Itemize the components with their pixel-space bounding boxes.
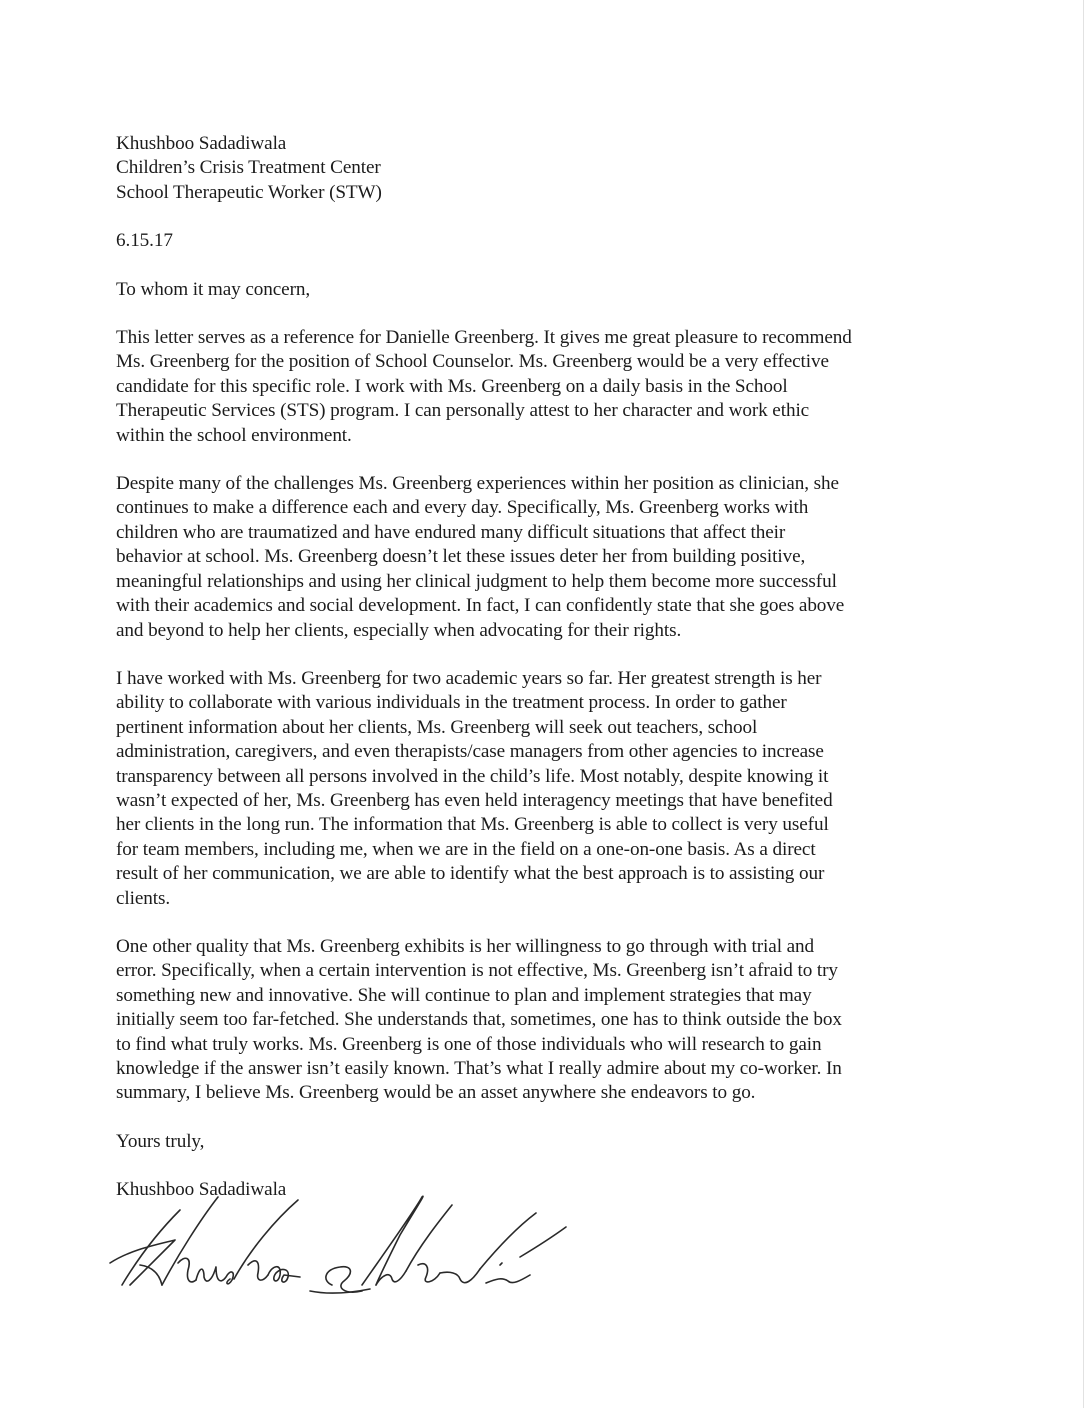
text-line: initially seem too far-fetched. She understands that, sometimes, one has to think outside the box bbox=[116, 1009, 842, 1031]
sender-title: School Therapeutic Worker (STW) bbox=[116, 181, 382, 203]
text-line: behavior at school. Ms. Greenberg doesn’t let these issues deter her from building positive, bbox=[116, 546, 806, 568]
sender-name: Khushboo Sadadiwala bbox=[116, 133, 287, 154]
text-line: her clients in the long run. The information that Ms. Greenberg is able to collect is very useful bbox=[116, 814, 829, 836]
text-line: within the school environment. bbox=[116, 424, 352, 446]
text-line: error. Specifically, when a certain intervention is not effective, Ms. Greenberg isn’t afraid to try bbox=[116, 960, 838, 982]
salutation: To whom it may concern, bbox=[116, 278, 311, 300]
closing: Yours truly, bbox=[116, 1130, 205, 1152]
text-line: candidate for this specific role. I work with Ms. Greenberg on a daily basis in the School bbox=[116, 375, 788, 397]
sender-organization: Children’s Crisis Treatment Center bbox=[116, 157, 381, 179]
text-line: ability to collaborate with various individuals in the treatment process. In order to gather bbox=[116, 692, 787, 714]
text-line: with their academics and social development. In fact, I can confidently state that she goes above bbox=[116, 595, 845, 617]
text-line: Therapeutic Services (STS) program. I can personally attest to her character and work ethic bbox=[116, 400, 810, 422]
text-line: wasn’t expected of her, Ms. Greenberg has even held interagency meetings that have benefited bbox=[116, 789, 833, 811]
text-line: This letter serves as a reference for Danielle Greenberg. It gives me great pleasure to recommend bbox=[116, 327, 852, 349]
text-line: children who are traumatized and have endured many difficult situations that affect their bbox=[116, 521, 786, 543]
handwritten-signature-icon bbox=[100, 1185, 580, 1315]
letter-date: 6.15.17 bbox=[116, 230, 173, 252]
text-line: meaningful relationships and using her clinical judgment to help them become more successful bbox=[116, 570, 837, 592]
text-line: something new and innovative. She will continue to plan and implement strategies that may bbox=[116, 984, 812, 1006]
text-line: knowledge if the answer isn’t easily known. That’s what I really admire about my co-worker. In bbox=[116, 1058, 842, 1079]
scan-edge-line bbox=[1083, 0, 1084, 1408]
text-line: for team members, including me, when we are in the field on a one-on-one basis. As a direct bbox=[116, 838, 816, 860]
text-line: I have worked with Ms. Greenberg for two academic years so far. Her greatest strength is her bbox=[116, 667, 822, 689]
text-line: and beyond to help her clients, especially when advocating for their rights. bbox=[116, 619, 682, 641]
paragraph-4 bbox=[116, 935, 956, 1106]
signer-name: Khushboo Sadadiwala bbox=[116, 1179, 287, 1201]
text-line: to find what truly works. Ms. Greenberg is one of those individuals who will research to gain bbox=[116, 1033, 822, 1055]
text-line: clients. bbox=[116, 887, 171, 909]
paragraph-3 bbox=[116, 667, 956, 911]
sender-block bbox=[116, 132, 956, 205]
paragraph-2 bbox=[116, 472, 956, 643]
text-line: summary, I believe Ms. Greenberg would be an asset anywhere she endeavors to go. bbox=[116, 1082, 756, 1104]
reference-letter bbox=[116, 132, 956, 1203]
text-line: administration, caregivers, and even therapists/case managers from other agencies to increase bbox=[116, 741, 824, 763]
text-line: continues to make a difference each and every day. Specifically, Ms. Greenberg works with bbox=[116, 497, 809, 519]
text-line: result of her communication, we are able to identify what the best approach is to assisting our bbox=[116, 863, 825, 885]
text-line: Despite many of the challenges Ms. Greenberg experiences within her position as clinician, she bbox=[116, 473, 839, 495]
paragraph-1 bbox=[116, 326, 956, 448]
text-line: One other quality that Ms. Greenberg exhibits is her willingness to go through with trial and bbox=[116, 935, 815, 957]
text-line: Ms. Greenberg for the position of School Counselor. Ms. Greenberg would be a very effective bbox=[116, 351, 829, 373]
text-line: transparency between all persons involved in the child’s life. Most notably, despite knowing it bbox=[116, 765, 829, 787]
text-line: pertinent information about her clients, Ms. Greenberg will seek out teachers, school bbox=[116, 716, 758, 738]
